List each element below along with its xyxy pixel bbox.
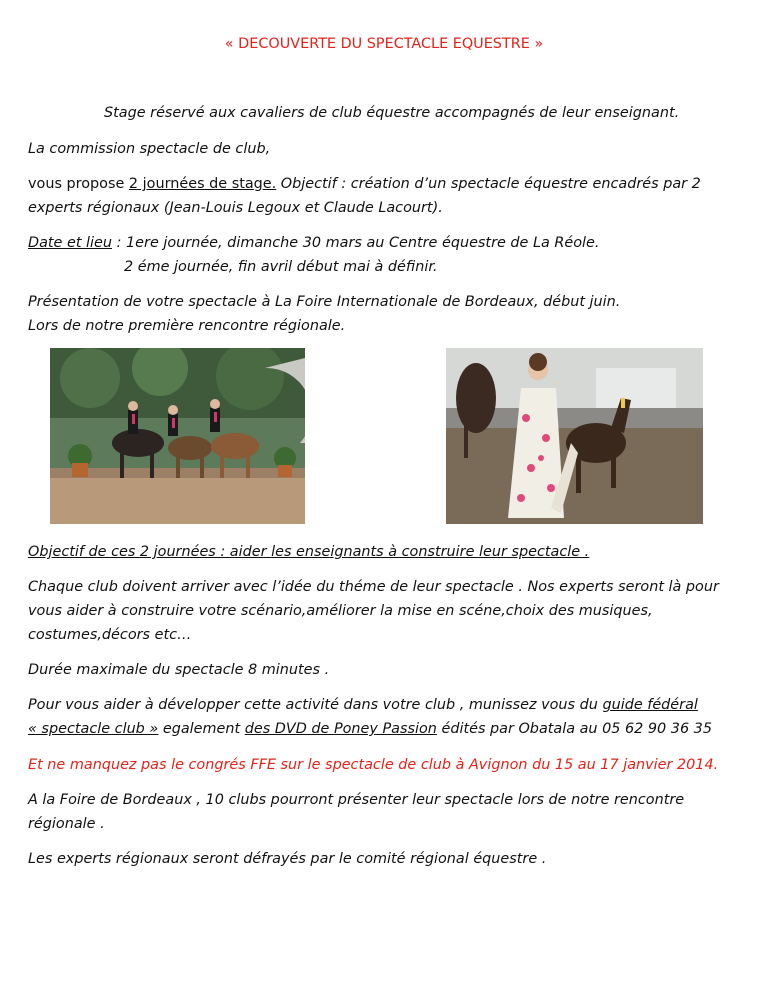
chaque-line-3: costumes,décors etc… — [28, 627, 192, 643]
dates-label: Date et lieu — [28, 235, 113, 251]
guide-line-2 — [28, 719, 712, 739]
guide-federal-link[interactable]: guide fédéral — [602, 697, 698, 713]
presentation-line-2: Lors de notre première rencontre régionale. — [28, 318, 346, 334]
dates-first-day: : 1ere journée, dimanche 30 mars au Centre équestre de La Réole. — [112, 235, 600, 251]
duree-text: Durée maximale du spectacle 8 minutes . — [28, 662, 330, 678]
photo-riders-arena — [50, 348, 305, 524]
congres-text: Et ne manquez pas le congrés FFE sur le spectacle de club à Avignon du 15 au 17 janvier 2014. — [28, 757, 719, 773]
guide-mid: egalement — [158, 721, 245, 737]
chaque-line-2: vous aider à construire votre scénario,améliorer la mise en scéne,choix des musiques, — [28, 603, 653, 619]
guide-prefix: Pour vous aider à développer cette activité dans votre club , munissez vous du — [28, 697, 603, 713]
presentation-line-1: Présentation de votre spectacle à La Foire Internationale de Bordeaux, début juin. — [28, 294, 621, 310]
photo-girl-with-pony — [446, 348, 703, 524]
chaque-line-1: Chaque club doivent arriver avec l’idée du théme de leur spectacle . Nos experts seront là pour — [28, 579, 719, 595]
intro-text: Stage réservé aux cavaliers de club équestre accompagnés de leur enseignant. — [104, 105, 680, 121]
objectif-heading: Objectif de ces 2 journées : aider les enseignants à construire leur spectacle . — [28, 544, 590, 560]
propose-prefix: vous propose — [28, 176, 129, 192]
dates-line-2: 2 éme journée, fin avril début mai à définir. — [124, 259, 438, 275]
propose-line-1 — [28, 174, 701, 194]
foire-line-2: régionale . — [28, 816, 105, 832]
guide-line-1 — [28, 695, 698, 715]
commission-text: La commission spectacle de club, — [28, 141, 271, 157]
foire-line-1: A la Foire de Bordeaux , 10 clubs pourront présenter leur spectacle lors de notre rencontre — [28, 792, 685, 808]
propose-suffix: Objectif : création d’un spectacle équestre encadrés par 2 — [276, 176, 701, 192]
guide-suffix: édités par Obatala au 05 62 90 36 35 — [436, 721, 712, 737]
page-title: « DECOUVERTE DU SPECTACLE EQUESTRE » — [224, 36, 544, 52]
propose-line-2: experts régionaux (Jean-Louis Legoux et Claude Lacourt). — [28, 200, 443, 216]
dvd-link[interactable]: des DVD de Poney Passion — [244, 721, 437, 737]
experts-text: Les experts régionaux seront défrayés par le comité régional équestre . — [28, 851, 547, 867]
spectacle-club-link[interactable]: « spectacle club » — [28, 721, 159, 737]
propose-underlined: 2 journées de stage. — [128, 176, 277, 192]
dates-line-1 — [28, 233, 599, 253]
